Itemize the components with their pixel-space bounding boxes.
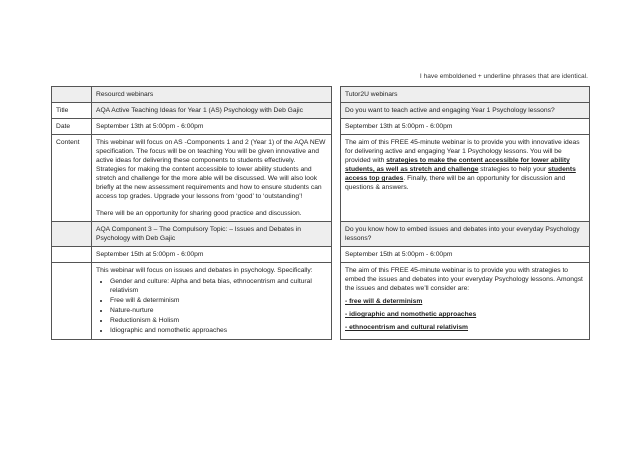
tutor2u-date-1: September 13th at 5:00pm - 6:00pm bbox=[341, 119, 590, 135]
tutor2u-content-2-intro: The aim of this FREE 45-minute webinar is to provide you with strategies to embed the issues and debates into your everyday Psychology lessons. Amongst the issues and debates we’ll consider are: bbox=[345, 267, 583, 292]
resourcd-content-1-p1: This webinar will focus on AS -Components 1 and 2 (Year 1) of the AQA NEW specification. The focus will be on teaching You will be given innovative and active ideas for delivering these components to students effectively. Strategies for making the content accessible to lower ability students and stretch and challenge for the more able will be discussed. We will also look briefly at the new assessment requirements and how to ensure students can access top grades. Upgrade your lessons from ‘good’ to ‘outstanding’! bbox=[96, 139, 326, 200]
corner-cell bbox=[52, 87, 92, 103]
identical-phrase-2: students access top grades bbox=[345, 166, 576, 182]
resourcd-content-1-p2: There will be an opportunity for sharing good practice and discussion. bbox=[96, 210, 302, 217]
comparison-table bbox=[51, 86, 590, 340]
resourcd-title-1: AQA Active Teaching Ideas for Year 1 (AS) Psychology with Deb Gajic bbox=[92, 103, 332, 119]
list-item: • Gender and culture: Alpha and beta bias, ethnocentrism and cultural relativism bbox=[110, 277, 327, 295]
content-row-2 bbox=[52, 263, 590, 340]
header-row bbox=[52, 87, 590, 103]
identical-item: - free will & determinism bbox=[345, 298, 423, 305]
identical-item: - idiographic and nomothetic approaches bbox=[345, 311, 477, 318]
resourcd-header: Resourcd webinars bbox=[92, 87, 332, 103]
tutor2u-title-2: Do you know how to embed issues and debates into your everyday Psychology lessons? bbox=[341, 222, 590, 247]
title-row bbox=[52, 103, 590, 119]
resourcd-content-2 bbox=[92, 263, 332, 340]
topic-list bbox=[96, 277, 327, 335]
title-label: Title bbox=[52, 103, 92, 119]
list-item: • Nature-nurture bbox=[110, 306, 327, 315]
tutor2u-content-2 bbox=[341, 263, 590, 340]
title-row-2 bbox=[52, 222, 590, 247]
tutor2u-header: Tutor2U webinars bbox=[341, 87, 590, 103]
date-row bbox=[52, 119, 590, 135]
tutor2u-date-2: September 15th at 5:00pm - 6:00pm bbox=[341, 247, 590, 263]
date-row-2 bbox=[52, 247, 590, 263]
date-label: Date bbox=[52, 119, 92, 135]
list-item: • Free will & determinism bbox=[110, 296, 327, 305]
tutor2u-title-1: Do you want to teach active and engaging Year 1 Psychology lessons? bbox=[341, 103, 590, 119]
editor-note: I have emboldened + underline phrases that are identical. bbox=[419, 73, 588, 80]
tutor2u-content-1: The aim of this FREE 45-minute webinar is to provide you with innovative ideas for delivering active and engaging Year 1 Psychology lessons. You will be provided with strategies to make the content accessible for lower ability students, as well as stretch and challenge strategies to help your students access top grades. Finally, there will be an opportunity for discussion and questions & answers. bbox=[341, 135, 590, 222]
content-row bbox=[52, 135, 590, 222]
identical-item: - ethnocentrism and cultural relativism bbox=[345, 324, 469, 331]
resourcd-content-1 bbox=[92, 135, 332, 222]
list-item: • Idiographic and nomothetic approaches bbox=[110, 326, 327, 335]
resourcd-date-1: September 13th at 5:00pm - 6:00pm bbox=[92, 119, 332, 135]
identical-phrase-1: strategies to make the content accessible for lower ability students, as well as stretch and challenge bbox=[345, 157, 570, 173]
resourcd-date-2: September 15th at 5:00pm - 6:00pm bbox=[92, 247, 332, 263]
resourcd-content-2-intro: This webinar will focus on issues and debates in psychology. Specifically: bbox=[96, 267, 313, 274]
resourcd-title-2: AQA Component 3 – The Compulsory Topic: – Issues and Debates in Psychology with Deb Gajic bbox=[92, 222, 332, 247]
list-item: • Reductionism & Holism bbox=[110, 316, 327, 325]
content-label: Content bbox=[52, 135, 92, 222]
